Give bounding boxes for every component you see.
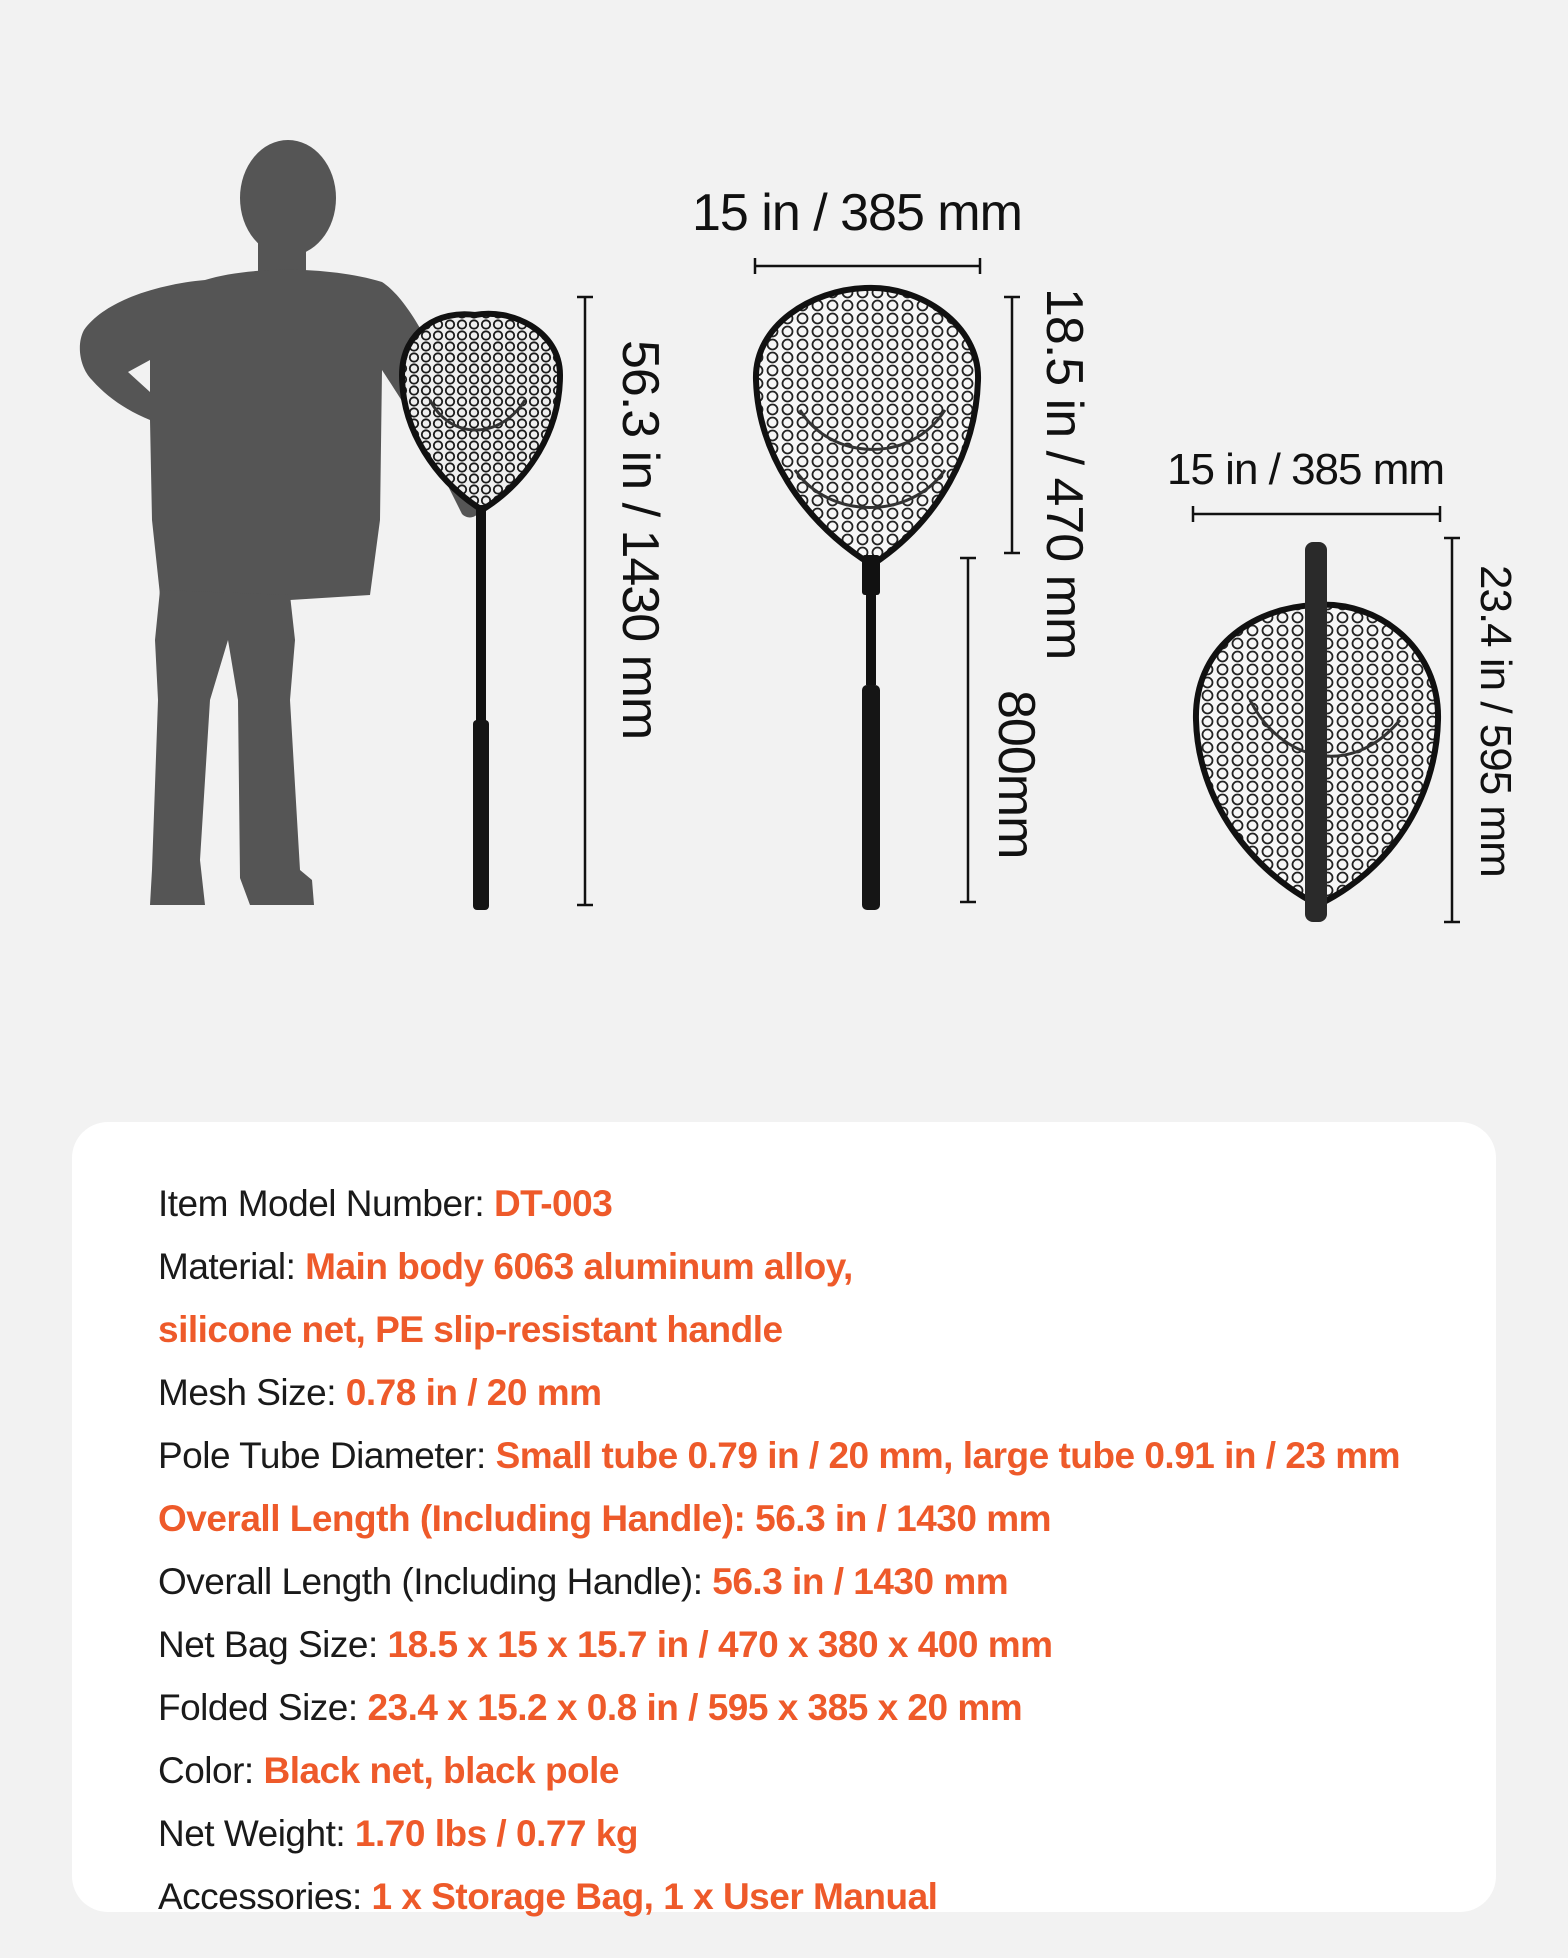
spec-line: Overall Length (Including Handle): 56.3 in / 1430 mm	[158, 1561, 1009, 1602]
spec-line: Item Model Number: DT-003	[158, 1183, 613, 1224]
spec-line: Accessories: 1 x Storage Bag, 1 x User Manual	[158, 1876, 938, 1917]
net-height-label: 18.5 in / 470 mm	[1035, 288, 1093, 660]
spec-card	[72, 1122, 1496, 1917]
spec-line: Material: Main body 6063 aluminum alloy,	[158, 1246, 853, 1287]
spec-list	[158, 1172, 1400, 1928]
spec-line: Mesh Size: 0.78 in / 20 mm	[158, 1372, 602, 1413]
spec-line: Overall Length (Including Handle): 56.3 in / 1430 mm	[158, 1498, 1052, 1539]
overall-length-label: 56.3 in / 1430 mm	[611, 340, 669, 740]
folded-length-label: 23.4 in / 595 mm	[1471, 565, 1520, 877]
folded-width-label: 15 in / 385 mm	[1167, 445, 1445, 494]
spec-line: Folded Size: 23.4 x 15.2 x 0.8 in / 595 x 385 x 20 mm	[158, 1687, 1023, 1728]
person-silhouette	[80, 140, 480, 905]
dimension-line-overall	[577, 297, 593, 905]
spec-line: Color: Black net, black pole	[158, 1750, 620, 1791]
net-extended-small	[402, 314, 560, 910]
dimension-line-net-width	[755, 258, 980, 274]
net-folded	[1196, 542, 1438, 922]
net-extended-large	[756, 288, 978, 910]
dimension-line-folded-width	[1193, 506, 1440, 522]
spec-line: Net Weight: 1.70 lbs / 0.77 kg	[158, 1813, 638, 1854]
dimension-line-net-height	[1004, 297, 1020, 553]
net-width-label: 15 in / 385 mm	[692, 184, 1022, 242]
spec-line: Pole Tube Diameter: Small tube 0.79 in / 20 mm, large tube 0.91 in / 23 mm	[158, 1435, 1401, 1476]
pole-length-label: 800mm	[987, 690, 1045, 859]
dimension-line-pole	[960, 558, 976, 902]
spec-line: Net Bag Size: 18.5 x 15 x 15.7 in / 470 x 380 x 400 mm	[158, 1624, 1053, 1665]
spec-line: silicone net, PE slip-resistant handle	[158, 1309, 783, 1350]
dimension-line-folded-length	[1444, 538, 1460, 922]
